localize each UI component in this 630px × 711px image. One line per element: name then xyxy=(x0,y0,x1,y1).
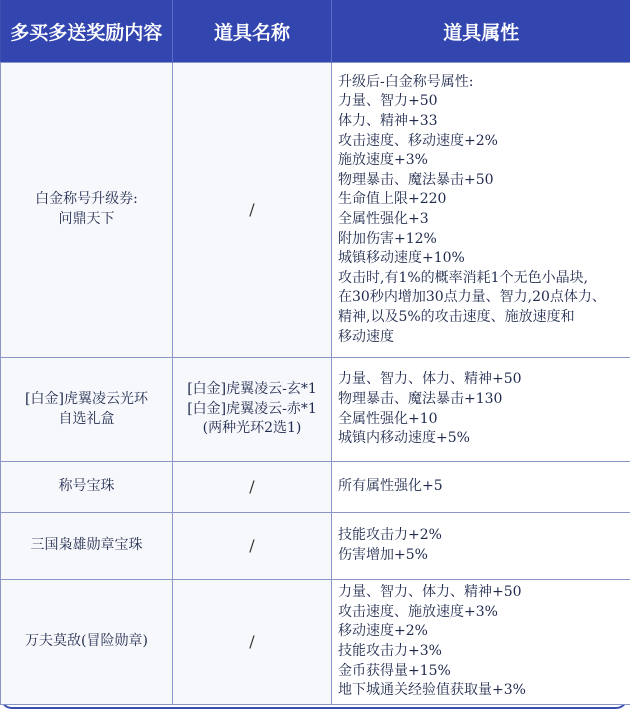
item-text: / xyxy=(249,477,255,497)
reward-text: 称号宝珠 xyxy=(58,478,115,495)
attr-line: 升级后-白金称号属性: xyxy=(338,73,474,90)
table-row xyxy=(1,63,630,358)
attr-line: 全属性强化+3 xyxy=(338,211,429,227)
reward-cell xyxy=(1,462,173,513)
attr-line: 全属性强化+10 xyxy=(338,410,438,427)
header-item-name: 道具名称 xyxy=(173,0,332,63)
reward-text: [白金]虎翼凌云光环 xyxy=(25,390,148,407)
attr-line: 所有属性强化+5 xyxy=(338,478,443,495)
attr-line: 物理暴击、魔法暴击+50 xyxy=(338,171,494,188)
item-cell xyxy=(173,513,332,580)
attr-line: 技能攻击力+2% xyxy=(338,527,442,544)
item-text: [白金]虎翼凌云-玄*1 xyxy=(187,381,317,398)
attr-line: 在30秒内增加30点力量、智力,20点体力、 xyxy=(338,289,606,306)
attr-cell xyxy=(332,580,630,705)
item-cell xyxy=(173,63,332,358)
item-cell xyxy=(173,358,332,462)
header-attributes: 道具属性 xyxy=(332,0,630,63)
table-row xyxy=(1,513,630,580)
item-text: / xyxy=(249,200,255,220)
attr-cell xyxy=(332,513,630,580)
attr-line: 攻击速度、移动速度+2% xyxy=(338,132,498,149)
attr-line: 城镇内移动速度+5% xyxy=(338,430,470,447)
attr-line: 金币获得量+15% xyxy=(338,662,451,679)
attr-line: 力量、智力、体力、精神+50 xyxy=(338,371,522,388)
reward-text: 白金称号升级券: xyxy=(35,191,138,208)
reward-text: 问鼎天下 xyxy=(58,211,115,227)
attr-line: 附加伤害+12% xyxy=(338,230,437,247)
attr-line: 城镇移动速度+10% xyxy=(338,250,465,267)
reward-cell xyxy=(1,358,173,462)
attr-line: 力量、智力+50 xyxy=(338,93,438,110)
attr-cell xyxy=(332,358,630,462)
reward-cell xyxy=(1,63,173,358)
item-text: / xyxy=(249,536,255,556)
reward-cell xyxy=(1,580,173,705)
item-text: (两种光环2选1) xyxy=(202,420,302,437)
attr-line: 地下城通关经验值获取量+3% xyxy=(338,682,526,699)
reward-cell xyxy=(1,513,173,580)
attr-line: 精神,以及5%的攻击速度、施放速度和 xyxy=(338,308,575,325)
attr-cell xyxy=(332,63,630,358)
attr-line: 生命值上限+220 xyxy=(338,191,447,208)
reward-text: 自选礼盒 xyxy=(58,410,115,427)
reward-text: 三国枭雄勋章宝珠 xyxy=(30,537,143,554)
item-text: [白金]虎翼凌云-赤*1 xyxy=(187,400,317,417)
attr-line: 技能攻击力+3% xyxy=(338,643,442,659)
item-cell xyxy=(173,462,332,513)
header-row xyxy=(1,0,630,63)
attr-line: 体力、精神+33 xyxy=(338,113,438,130)
attr-line: 伤害增加+5% xyxy=(338,547,428,563)
attr-line: 移动速度 xyxy=(338,328,394,345)
attr-line: 攻击时,有1%的概率消耗1个无色小晶块, xyxy=(338,269,589,286)
header-reward: 多买多送奖励内容 xyxy=(1,0,173,63)
table-row xyxy=(1,462,630,513)
attr-line: 移动速度+2% xyxy=(338,623,428,640)
item-text: / xyxy=(249,632,255,652)
attr-line: 施放速度+3% xyxy=(338,152,428,169)
table-row xyxy=(1,358,630,462)
attr-line: 物理暴击、魔法暴击+130 xyxy=(338,390,503,407)
attr-line: 力量、智力、体力、精神+50 xyxy=(338,584,522,601)
attr-cell xyxy=(332,462,630,513)
table-row xyxy=(1,580,630,705)
reward-text: 万夫莫敌(冒险勋章) xyxy=(25,633,148,650)
attr-line: 攻击速度、施放速度+3% xyxy=(338,603,498,620)
item-cell xyxy=(173,580,332,705)
